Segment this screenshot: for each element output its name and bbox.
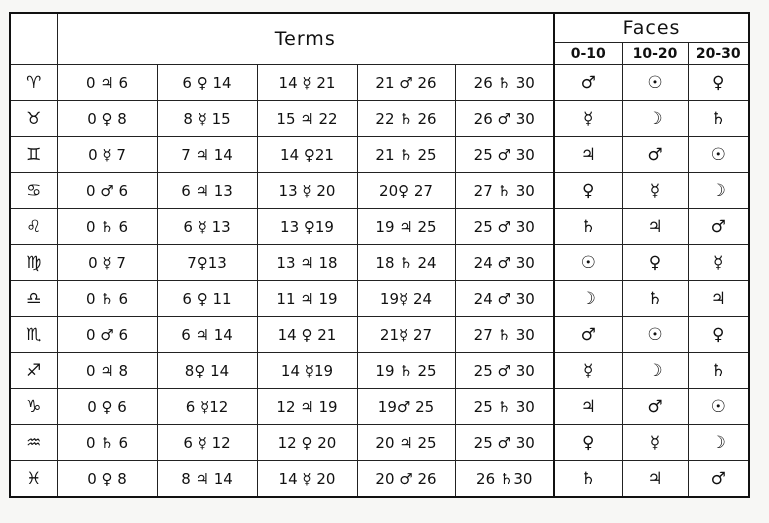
term-cell: 25 ♂ 30 bbox=[455, 353, 554, 389]
term-cell: 20♀ 27 bbox=[357, 173, 455, 209]
face-planet-icon: ☿ bbox=[554, 101, 622, 137]
term-cell: 6 ♀ 14 bbox=[157, 65, 257, 101]
table-row bbox=[10, 245, 749, 281]
table-row bbox=[10, 65, 749, 101]
zodiac-sign-icon: ♓ bbox=[10, 461, 57, 498]
term-cell: 27 ♄ 30 bbox=[455, 173, 554, 209]
term-cell: 0 ♄ 6 bbox=[57, 209, 157, 245]
table-row bbox=[10, 209, 749, 245]
term-cell: 6 ☿12 bbox=[157, 389, 257, 425]
table-row bbox=[10, 461, 749, 498]
face-planet-icon: ☿ bbox=[688, 245, 749, 281]
face-planet-icon: ♀ bbox=[688, 65, 749, 101]
term-cell: 27 ♄ 30 bbox=[455, 317, 554, 353]
zodiac-sign-icon: ♏ bbox=[10, 317, 57, 353]
term-cell: 0 ♀ 8 bbox=[57, 101, 157, 137]
term-cell: 22 ♄ 26 bbox=[357, 101, 455, 137]
face-planet-icon: ♄ bbox=[688, 353, 749, 389]
face-planet-icon: ♂ bbox=[688, 209, 749, 245]
face-planet-icon: ☽ bbox=[688, 173, 749, 209]
term-cell: 0 ♃ 6 bbox=[57, 65, 157, 101]
term-cell: 15 ♃ 22 bbox=[257, 101, 357, 137]
table-row bbox=[10, 317, 749, 353]
zodiac-sign-icon: ♑ bbox=[10, 389, 57, 425]
face-planet-icon: ☉ bbox=[622, 65, 688, 101]
zodiac-sign-icon: ♋ bbox=[10, 173, 57, 209]
face-range-header: 20-30 bbox=[688, 43, 749, 65]
terms-faces-table-container bbox=[9, 12, 750, 498]
term-cell: 7♀13 bbox=[157, 245, 257, 281]
term-cell: 0 ☿ 7 bbox=[57, 245, 157, 281]
face-planet-icon: ♀ bbox=[622, 245, 688, 281]
face-range-header: 10-20 bbox=[622, 43, 688, 65]
face-planet-icon: ☽ bbox=[554, 281, 622, 317]
table-body bbox=[10, 65, 749, 498]
term-cell: 14 ☿19 bbox=[257, 353, 357, 389]
term-cell: 26 ♂ 30 bbox=[455, 101, 554, 137]
term-cell: 19 ♄ 25 bbox=[357, 353, 455, 389]
term-cell: 25 ♂ 30 bbox=[455, 209, 554, 245]
face-planet-icon: ♀ bbox=[688, 317, 749, 353]
term-cell: 0 ♂ 6 bbox=[57, 317, 157, 353]
face-planet-icon: ♀ bbox=[554, 173, 622, 209]
face-planet-icon: ☉ bbox=[554, 245, 622, 281]
term-cell: 25 ♄ 30 bbox=[455, 389, 554, 425]
face-planet-icon: ♂ bbox=[554, 65, 622, 101]
face-planet-icon: ♄ bbox=[554, 209, 622, 245]
face-planet-icon: ♂ bbox=[554, 317, 622, 353]
term-cell: 6 ♃ 14 bbox=[157, 317, 257, 353]
term-cell: 14 ♀ 21 bbox=[257, 317, 357, 353]
term-cell: 11 ♃ 19 bbox=[257, 281, 357, 317]
table-row bbox=[10, 173, 749, 209]
table-row bbox=[10, 353, 749, 389]
term-cell: 7 ♃ 14 bbox=[157, 137, 257, 173]
term-cell: 0 ☿ 7 bbox=[57, 137, 157, 173]
term-cell: 20 ♃ 25 bbox=[357, 425, 455, 461]
term-cell: 13 ♀19 bbox=[257, 209, 357, 245]
table-row bbox=[10, 425, 749, 461]
face-planet-icon: ☉ bbox=[688, 137, 749, 173]
term-cell: 26 ♄ 30 bbox=[455, 65, 554, 101]
face-planet-icon: ♄ bbox=[622, 281, 688, 317]
term-cell: 0 ♄ 6 bbox=[57, 281, 157, 317]
face-planet-icon: ♄ bbox=[554, 461, 622, 498]
term-cell: 14 ☿ 20 bbox=[257, 461, 357, 498]
term-cell: 6 ☿ 13 bbox=[157, 209, 257, 245]
term-cell: 20 ♂ 26 bbox=[357, 461, 455, 498]
term-cell: 0 ♀ 8 bbox=[57, 461, 157, 498]
term-cell: 14 ☿ 21 bbox=[257, 65, 357, 101]
zodiac-sign-icon: ♌ bbox=[10, 209, 57, 245]
term-cell: 26 ♄30 bbox=[455, 461, 554, 498]
table-row bbox=[10, 137, 749, 173]
face-planet-icon: ♃ bbox=[622, 461, 688, 498]
term-cell: 0 ♄ 6 bbox=[57, 425, 157, 461]
zodiac-sign-icon: ♍ bbox=[10, 245, 57, 281]
face-range-header: 0-10 bbox=[554, 43, 622, 65]
face-planet-icon: ♃ bbox=[554, 389, 622, 425]
face-planet-icon: ♃ bbox=[554, 137, 622, 173]
term-cell: 13 ☿ 20 bbox=[257, 173, 357, 209]
terms-header: Terms bbox=[57, 13, 554, 65]
term-cell: 0 ♃ 8 bbox=[57, 353, 157, 389]
term-cell: 6 ☿ 12 bbox=[157, 425, 257, 461]
face-planet-icon: ♃ bbox=[622, 209, 688, 245]
term-cell: 24 ♂ 30 bbox=[455, 281, 554, 317]
term-cell: 8 ♃ 14 bbox=[157, 461, 257, 498]
face-planet-icon: ☽ bbox=[688, 425, 749, 461]
term-cell: 0 ♂ 6 bbox=[57, 173, 157, 209]
face-planet-icon: ♂ bbox=[622, 389, 688, 425]
term-cell: 8♀ 14 bbox=[157, 353, 257, 389]
corner-cell bbox=[10, 13, 57, 65]
face-planet-icon: ☽ bbox=[622, 353, 688, 389]
term-cell: 12 ♀ 20 bbox=[257, 425, 357, 461]
term-cell: 21☿ 27 bbox=[357, 317, 455, 353]
zodiac-sign-icon: ♉ bbox=[10, 101, 57, 137]
term-cell: 18 ♄ 24 bbox=[357, 245, 455, 281]
term-cell: 21 ♄ 25 bbox=[357, 137, 455, 173]
faces-header: Faces bbox=[554, 13, 749, 43]
face-planet-icon: ☿ bbox=[554, 353, 622, 389]
zodiac-sign-icon: ♎ bbox=[10, 281, 57, 317]
face-planet-icon: ☉ bbox=[622, 317, 688, 353]
term-cell: 6 ♃ 13 bbox=[157, 173, 257, 209]
term-cell: 24 ♂ 30 bbox=[455, 245, 554, 281]
term-cell: 19 ♃ 25 bbox=[357, 209, 455, 245]
zodiac-sign-icon: ♊ bbox=[10, 137, 57, 173]
face-planet-icon: ☿ bbox=[622, 173, 688, 209]
zodiac-sign-icon: ♈ bbox=[10, 65, 57, 101]
term-cell: 12 ♃ 19 bbox=[257, 389, 357, 425]
term-cell: 25 ♂ 30 bbox=[455, 425, 554, 461]
face-planet-icon: ♄ bbox=[688, 101, 749, 137]
term-cell: 6 ♀ 11 bbox=[157, 281, 257, 317]
table-row bbox=[10, 101, 749, 137]
term-cell: 19☿ 24 bbox=[357, 281, 455, 317]
term-cell: 25 ♂ 30 bbox=[455, 137, 554, 173]
zodiac-sign-icon: ♐ bbox=[10, 353, 57, 389]
face-planet-icon: ♂ bbox=[688, 461, 749, 498]
face-planet-icon: ♃ bbox=[688, 281, 749, 317]
face-planet-icon: ☉ bbox=[688, 389, 749, 425]
term-cell: 0 ♀ 6 bbox=[57, 389, 157, 425]
terms-faces-table bbox=[9, 12, 750, 498]
term-cell: 8 ☿ 15 bbox=[157, 101, 257, 137]
face-planet-icon: ♀ bbox=[554, 425, 622, 461]
table-row bbox=[10, 389, 749, 425]
term-cell: 19♂ 25 bbox=[357, 389, 455, 425]
zodiac-sign-icon: ♒ bbox=[10, 425, 57, 461]
face-planet-icon: ☽ bbox=[622, 101, 688, 137]
term-cell: 14 ♀21 bbox=[257, 137, 357, 173]
face-planet-icon: ☿ bbox=[622, 425, 688, 461]
face-planet-icon: ♂ bbox=[622, 137, 688, 173]
term-cell: 13 ♃ 18 bbox=[257, 245, 357, 281]
table-row bbox=[10, 281, 749, 317]
term-cell: 21 ♂ 26 bbox=[357, 65, 455, 101]
